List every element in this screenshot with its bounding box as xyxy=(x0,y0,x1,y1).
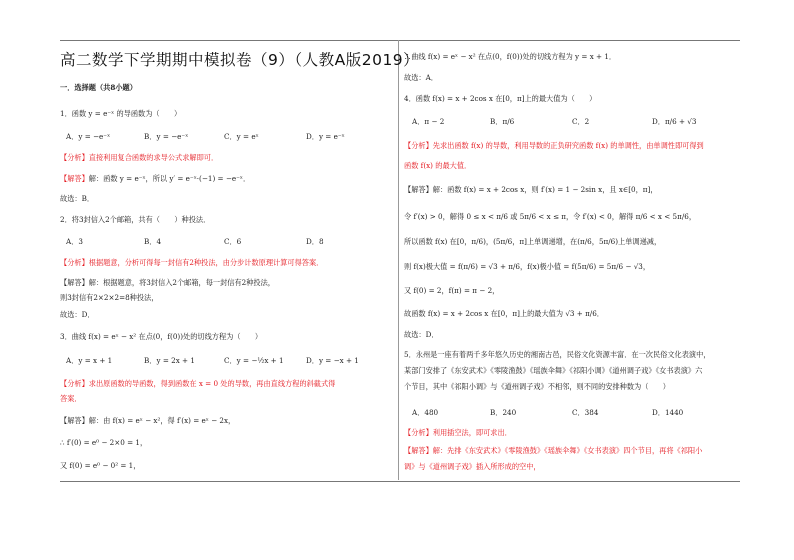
q4-solution: 【解答】解：函数 f(x) = x + 2cos x，则 f′(x) = 1 − 2sin x，且 x∈[0，π]， xyxy=(404,185,658,194)
q2-solution-line2: 则3封信有2×2×2=8种投法， xyxy=(60,293,159,302)
q3-option-d: D．y = −x + 1 xyxy=(306,356,359,365)
q4-option-b: B．π/6 xyxy=(490,117,515,126)
q5-analysis: 【分析】利用插空法，即可求出． xyxy=(404,428,512,437)
q4-step-5: 故函数 f(x) = x + 2cos x 在[0，π]上的最大值为 √3 + π/6． xyxy=(404,309,604,318)
question-2: 2．将3封信入2个邮箱，共有（ ）种投法． xyxy=(60,215,211,224)
section-heading: 一．选择题（共8小题） xyxy=(60,83,137,92)
q5-option-c: C．384 xyxy=(572,408,599,417)
question-5-line2: 某部门安排了《东安武术》《零陵渔鼓》《瑶族伞舞》《祁阳小调》《道州调子戏》《女书表演》六 xyxy=(404,366,703,375)
q5-option-b: B．240 xyxy=(490,408,517,417)
column-divider xyxy=(398,40,399,480)
q4-analysis: 【分析】先求出函数 f(x) 的导数，利用导数的正负研究函数 f(x) 的单调性，由单调性即可得到 xyxy=(404,141,704,150)
q3-step-2: 又 f(0) = e⁰ − 0² = 1， xyxy=(60,461,141,470)
q2-answer: 故选：D． xyxy=(60,310,95,319)
q5-solution-line2: 调》与《道州调子戏》插入所形成的空中， xyxy=(404,462,541,471)
q1-solution: 【解答】解：函数 y = e⁻ˣ，所以 y′ = e⁻ˣ·(−1) = −e⁻ˣ． xyxy=(60,174,251,183)
top-rule xyxy=(60,40,740,41)
q4-step-3: 则 f(x)极大值 = f(π/6) = √3 + π/6，f(x)极小值 = f(5π/6) = 5π/6 − √3， xyxy=(404,262,651,271)
q4-option-a: A．π − 2 xyxy=(412,117,445,126)
q3-answer: 故选：A． xyxy=(404,73,438,82)
q3-conclusion: ∴曲线 f(x) = eˣ − x² 在点(0，f(0))处的切线方程为 y = x + 1． xyxy=(404,52,617,61)
q4-option-d: D．π/6 + √3 xyxy=(652,117,697,126)
q3-option-a: A．y = x + 1 xyxy=(66,356,113,365)
q1-solution-text: 解：函数 y = e⁻ˣ，所以 y′ = e⁻ˣ·(−1) = −e⁻ˣ． xyxy=(88,174,251,183)
q3-step-1: ∴ f′(0) = e⁰ − 2×0 = 1， xyxy=(60,438,148,447)
q4-option-c: C．2 xyxy=(572,117,590,126)
q5-solution: 【解答】解：先排《东安武术》《零陵渔鼓》《瑶族伞舞》《女书表演》四个节目，再将《祁阳小 xyxy=(404,446,703,455)
q2-solution: 【解答】解：根据题意，将3封信入2个邮箱，每一封信有2种投法， xyxy=(60,278,275,287)
q2-option-c: C．6 xyxy=(224,237,242,246)
q2-analysis: 【分析】根据题意，分析可得每一封信有2种投法，由分步计数原理计算可得答案． xyxy=(60,258,324,267)
q1-analysis: 【分析】直接利用复合函数的求导公式求解即可． xyxy=(60,153,219,162)
q3-option-b: B．y = 2x + 1 xyxy=(144,356,195,365)
q4-step-1: 令 f′(x) > 0，解得 0 ≤ x < π/6 或 5π/6 < x ≤ π，令 f′(x) < 0，解得 π/6 < x < 5π/6， xyxy=(404,212,697,221)
question-5: 5．永州是一座有着两千多年悠久历史的湘南古邑，民俗文化资源丰富．在一次民俗文化表演中， xyxy=(404,350,711,359)
q3-option-c: C．y = −½x + 1 xyxy=(224,356,284,365)
q2-option-b: B．4 xyxy=(144,237,162,246)
q5-option-a: A．480 xyxy=(412,408,439,417)
q1-option-c: C．y = eˣ xyxy=(224,132,259,141)
q1-option-a: A．y = −e⁻ˣ xyxy=(66,132,111,141)
q3-solution: 【解答】解：由 f(x) = eˣ − x²，得 f′(x) = eˣ − 2x， xyxy=(60,416,236,425)
q3-analysis: 【分析】求出原函数的导函数，得到函数在 x = 0 处的导数，再由直线方程的斜截式得 xyxy=(60,379,336,388)
bottom-rule xyxy=(60,481,740,482)
question-4: 4．函数 f(x) = x + 2cos x 在[0，π]上的最大值为（ ） xyxy=(404,94,597,103)
question-3: 3．曲线 f(x) = eˣ − x² 在点(0，f(0))处的切线方程为（ ） xyxy=(60,332,263,341)
q1-option-b: B．y = −e⁻ˣ xyxy=(144,132,189,141)
q2-option-d: D．8 xyxy=(306,237,324,246)
q1-answer: 故选：B． xyxy=(60,194,95,203)
q2-option-a: A．3 xyxy=(66,237,83,246)
q4-analysis-line2: 函数 f(x) 的最大值． xyxy=(404,161,472,170)
q3-analysis-line2: 答案． xyxy=(60,394,82,403)
question-5-line3: 个节目，其中《祁阳小调》与《道州调子戏》不相邻，则不同的安排种数为（ ） xyxy=(404,382,670,391)
q4-answer: 故选：D． xyxy=(404,330,439,339)
q5-option-d: D．1440 xyxy=(652,408,684,417)
q4-step-2: 所以函数 f(x) 在[0，π/6)，(5π/6，π]上单调递增，在(π/6，5π/6)上单调递减， xyxy=(404,237,662,246)
question-1: 1．函数 y = e⁻ˣ 的导函数为（ ） xyxy=(60,109,182,118)
page-title: 高二数学下学期期中模拟卷（9）（人教A版2019） xyxy=(60,51,420,69)
q1-option-d: D．y = e⁻ˣ xyxy=(306,132,345,141)
q4-step-4: 又 f(0) = 2，f(π) = π − 2， xyxy=(404,286,500,295)
